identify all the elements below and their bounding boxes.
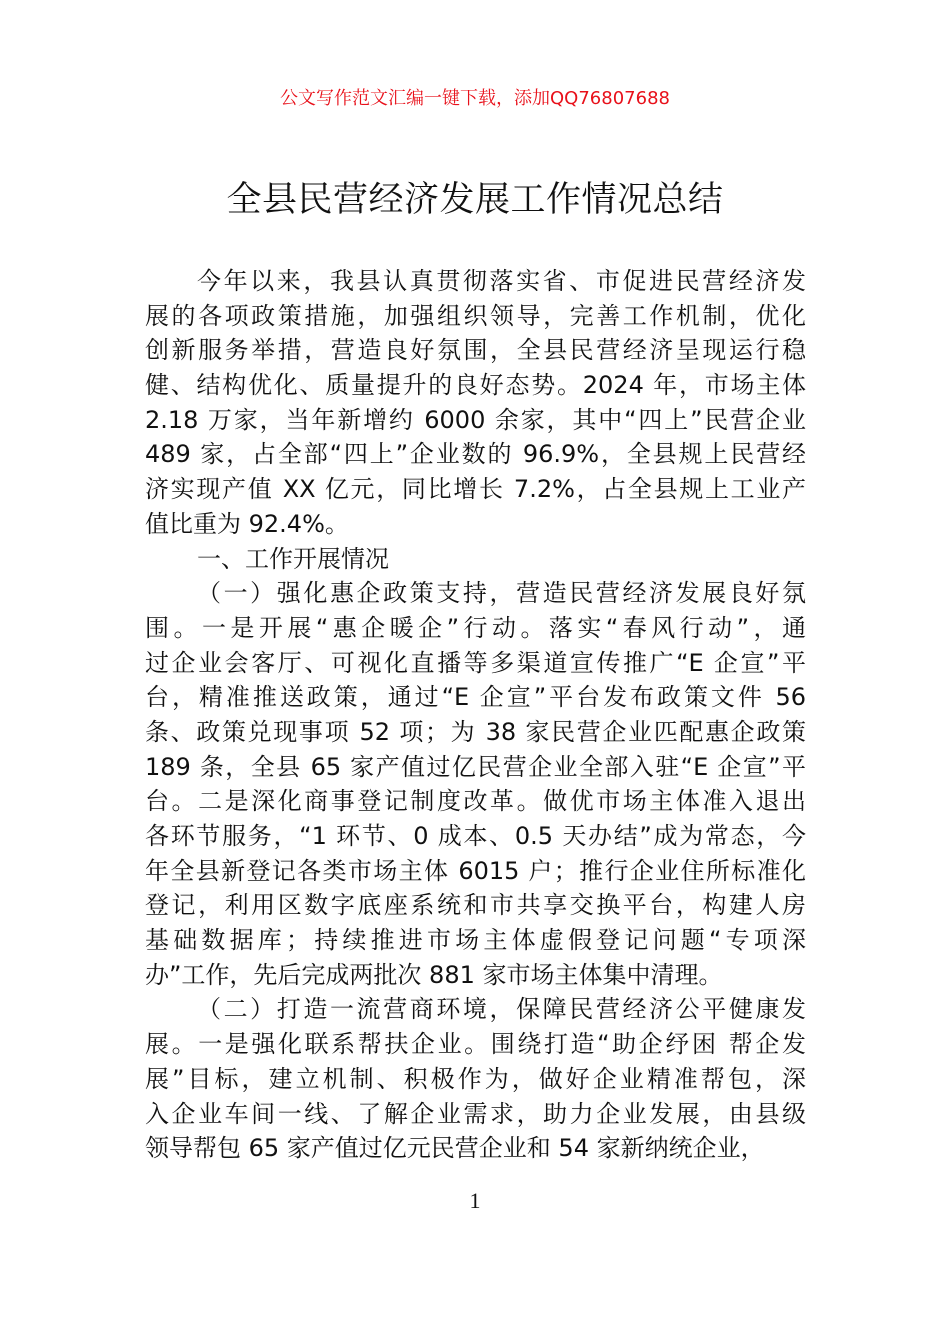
text-line: 台。二是深化商事登记制度改革。做优市场主体准入退出 bbox=[145, 787, 806, 816]
text-line: 围。一是开展“惠企暖企”行动。落实“春风行动”，通 bbox=[145, 613, 806, 642]
text-line: 2.18 万家，当年新增约 6000 余家，其中“四上”民营企业 bbox=[145, 405, 806, 434]
text-line: 展的各项政策措施，加强组织领导，完善工作机制，优化 bbox=[145, 301, 806, 330]
paragraph bbox=[145, 992, 806, 1165]
text-line: 一、工作开展情况 bbox=[197, 544, 389, 573]
text-line: 年全县新登记各类市场主体 6015 户；推行企业住所标准化 bbox=[145, 856, 806, 885]
text-line: 489 家，占全部“四上”企业数的 96.9%，全县规上民营经 bbox=[145, 440, 806, 469]
text-line: 展。一是强化联系帮扶企业。围绕打造“助企纾困 帮企发 bbox=[145, 1030, 806, 1059]
text-line: 各环节服务，“1 环节、0 成本、0.5 天办结”成为常态，今 bbox=[145, 822, 806, 850]
text-line: 台，精准推送政策，通过“E 企宣”平台发布政策文件 56 bbox=[145, 683, 806, 712]
text-line: 济实现产值 XX 亿元，同比增长 7.2%，占全县规上工业产 bbox=[145, 475, 806, 504]
text-line: 登记，利用区数字底座系统和市共享交换平台，构建人房 bbox=[145, 891, 806, 920]
text-line: 条、政策兑现事项 52 项；为 38 家民营企业匹配惠企政策 bbox=[145, 717, 806, 746]
text-line: （二）打造一流营商环境，保障民营经济公平健康发 bbox=[197, 995, 806, 1024]
text-line: 办”工作，先后完成两批次 881 家市场主体集中清理。 bbox=[145, 960, 723, 989]
document-title: 全县民营经济发展工作情况总结 bbox=[226, 180, 724, 220]
text-line: 189 条，全县 65 家产值过亿民营企业全部入驻“E 企宣”平 bbox=[145, 752, 806, 781]
text-line: 入企业车间一线、了解企业需求，助力企业发展，由县级 bbox=[145, 1099, 806, 1128]
paragraph bbox=[145, 264, 806, 542]
text-line: 健、结构优化、质量提升的良好态势。2024 年，市场主体 bbox=[145, 371, 806, 400]
text-line: 过企业会客厅、可视化直播等多渠道宣传推广“E 企宣”平 bbox=[145, 648, 806, 677]
text-line: 值比重为 92.4%。 bbox=[145, 509, 349, 538]
text-line: 创新服务举措，营造良好氛围，全县民营经济呈现运行稳 bbox=[145, 336, 806, 365]
text-line: 今年以来，我县认真贯彻落实省、市促进民营经济发 bbox=[197, 267, 806, 295]
text-line: 领导帮包 65 家产值过亿元民营企业和 54 家新纳统企业， bbox=[145, 1134, 765, 1163]
section-heading bbox=[145, 542, 806, 577]
download-promo-header: 公文写作范文汇编一键下载，添加QQ76807688 bbox=[280, 88, 670, 109]
paragraph bbox=[145, 576, 806, 992]
text-line: 展”目标，建立机制、积极作为，做好企业精准帮包，深 bbox=[145, 1064, 806, 1093]
text-line: 基础数据库；持续推进市场主体虚假登记问题“专项深 bbox=[145, 926, 806, 955]
document-body bbox=[145, 264, 806, 1166]
text-line: （一）强化惠企政策支持，营造民营经济发展良好氛 bbox=[197, 579, 806, 608]
page-number: 1 bbox=[469, 1188, 481, 1213]
